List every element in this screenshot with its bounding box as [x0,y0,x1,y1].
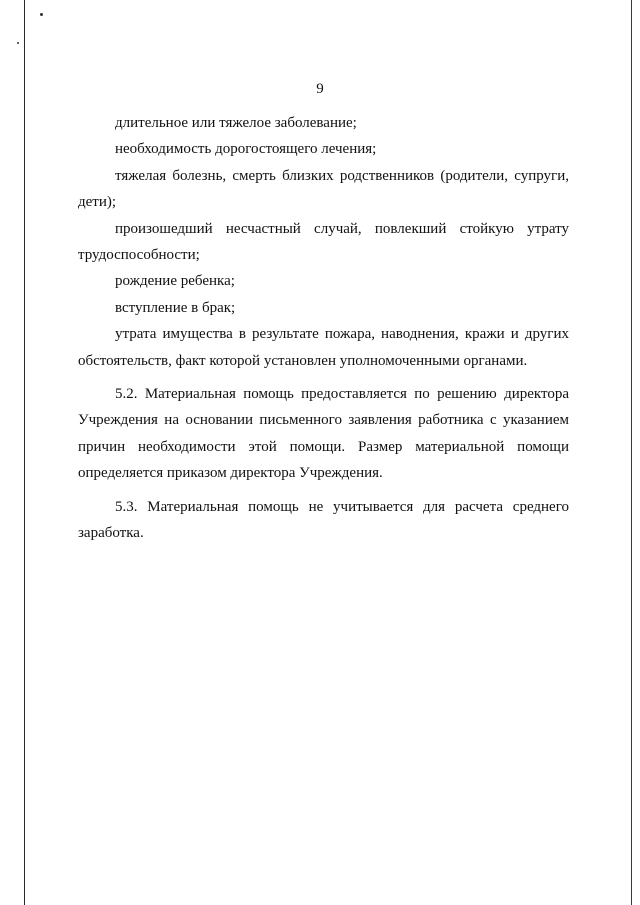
clause-5-2: 5.2. Материальная помощь предоставляется по решению директора Учреждения на основании письменного заявления работника с указанием причин необходимости этой помощи. Размер материальной помощи определяется приказом директора Учреждения. [78,386,569,482]
document-body [78,110,569,547]
scan-speck [17,42,19,44]
scan-speck [40,13,43,16]
list-item: длительное или тяжелое заболевание; [115,115,357,131]
list-item: тяжелая болезнь, смерть близких родственников (родители, супруги, дети); [78,167,569,211]
list-item: произошедший несчастный случай, повлекший стойкую утрату трудоспособности; [78,220,569,264]
scan-right-edge [631,0,632,905]
scan-left-edge [24,0,25,905]
list-item: рождение ребенка; [115,273,235,290]
page-number: 9 [316,81,324,97]
list-item: утрата имущества в результате пожара, наводнения, кражи и других обстоятельств, факт которой установлен уполномоченными органами. [78,326,569,369]
list-item: необходимость дорогостоящего лечения; [115,141,377,158]
clause-5-3: 5.3. Материальная помощь не учитывается для расчета среднего заработка. [78,498,569,542]
list-item: вступление в брак; [115,299,236,316]
